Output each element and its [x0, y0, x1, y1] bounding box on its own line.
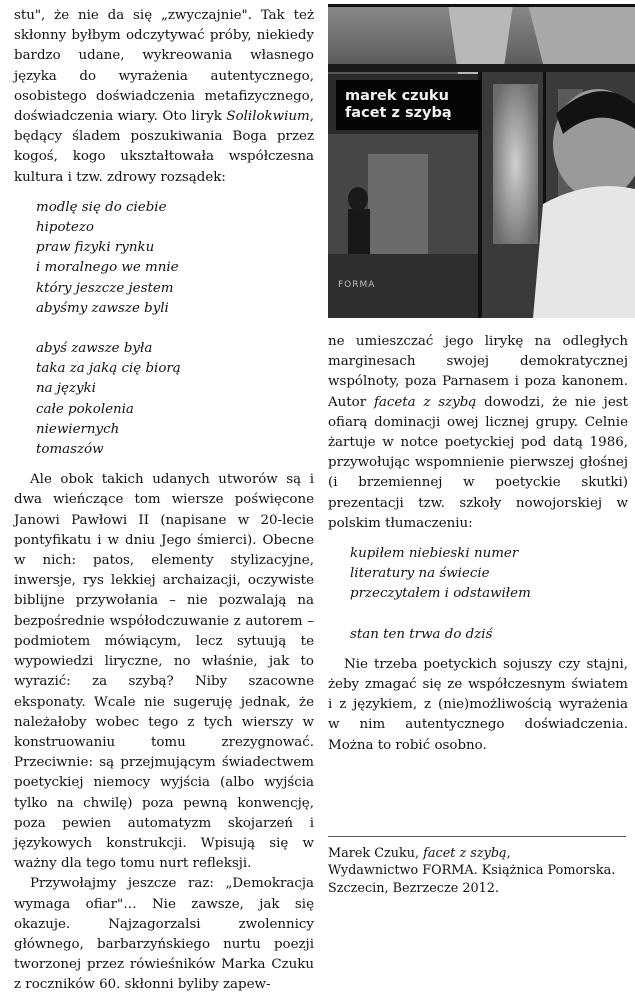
- verse-line: tomaszów: [36, 442, 104, 458]
- verse-line: kupiłem niebieski numer: [350, 546, 519, 562]
- verse-line: przeczytałem i odstawiłem: [350, 586, 531, 602]
- publisher-logo: FORMA: [338, 280, 376, 290]
- verse-line: abyśmy zawsze byli: [36, 300, 169, 316]
- bibliographic-note: Marek Czuku, facet z szybą, Wydawnictwo FORMA. Książnica Pomorska. Szczecin, Bezrzecze 2012.: [328, 846, 616, 896]
- paragraph-margins: ne umieszczać jego lirykę na odległych marginesach swojej demokratycznej wspólnoty, poza Parnasem i poza kanonem. Autor faceta z szybą dowodzi, że nie jest ofiarą dominacji owej licznej grupy. Celnie żartuje w notce poetyckiej pod datą 1986, przywołując wspomnienie pierwszej głośnej (i brzemiennej w poetyckie skutki) prezentacji tzw. szkoły nowojorskiej w polskim tłumaczeniu:: [328, 334, 628, 531]
- verse-line: i moralnego we mnie: [36, 260, 179, 276]
- verse-line: który jeszcze jestem: [36, 280, 174, 296]
- verse-line: stan ten trwa do dziś: [350, 626, 493, 642]
- verse-line: na języki: [36, 381, 96, 397]
- divider: [328, 836, 626, 837]
- book-cover: [328, 4, 635, 318]
- verse-line: hipotezo: [36, 220, 94, 236]
- paragraph-conclusion: Nie trzeba poetyckich sojuszy czy stajni, żeby zmagać się ze współczesnym światem i z językiem, z (nie)możliwością wyrażenia w nim autentycznego doświadczenia. Można to robić osobno.: [328, 656, 628, 753]
- poem-solilokwium: [36, 198, 314, 460]
- verse-line: literatury na świecie: [350, 566, 490, 582]
- verse-line: modlę się do ciebie: [36, 199, 167, 215]
- cover-title: marek czuku facet z szybą: [336, 80, 481, 130]
- verse-line: praw fizyki rynku: [36, 240, 155, 256]
- verse-line: całe pokolenia: [36, 401, 134, 417]
- paragraph-intro: stu", że nie da się „zwyczajnie". Tak też skłonny byłbym odczytywać próby, niekiedy bardzo udane, wykreowania własnego języka do wyrażenia autentycznego, osobistego doświadczenia metafizycznego, doświadczenia wiary. Oto liryk Solilokwium, będący śladem poszukiwania Boga przez kogoś, kogo ukształtowała współczesna kultura i tzw. zdrowy rozsądek:: [14, 8, 314, 185]
- paragraph-democracy: Przywołajmy jeszcze raz: „Demokracja wymaga ofiar"… Nie zawsze, jak się okazuje. Najzagorzalsi zwolennicy głównego, barbarzyńskiego nurtu poezji tworzonej przez rówieśników Marka Czuku z roczników 60. skłonni byliby zapew-: [14, 876, 314, 993]
- paragraph-john-paul: Ale obok takich udanych utworów są i dwa wieńczące tom wiersze poświęcone Janowi Pawłowi II (napisane w 20-lecie pontyfikatu i w dniu Jego śmierci). Obecne w nich: patos, elementy stylizacyjne, inwersje, rys lekkiej archaizacji, oczywiste biblijne przywołania – nie pozwalają na bezpośrednie współodczuwanie z autorem – podmiotem mówiącym, lecz sytuują te wypowiedzi liryczne, no właśnie, jak to wyrazić: za szybą? Niby szacowne eksponaty. Wcale nie sugeruję jednak, że należałoby wobec tego z tych wierszy w konstruowaniu tomu zrezygnować. Przeciwnie: są przejmującym świadectwem poetyckiej niemocy wyjścia (albo wyjścia tylko na chwilę) poza pewną konwencję, poza pewien automatyzm skojarzeń i językowych konstrukcji. Wpisują się w ważny dla tego tomu nurt refleksji.: [14, 472, 314, 872]
- verse-line: niewiernych: [36, 421, 120, 437]
- right-column: [328, 332, 628, 756]
- left-column: [14, 6, 314, 996]
- verse-line: abyś zawsze była: [36, 341, 153, 357]
- verse-line: taka za jaką cię biorą: [36, 361, 181, 377]
- poem-title: Solilokwium: [226, 109, 310, 125]
- cover-photo: [328, 4, 635, 318]
- poem-note-1986: [350, 544, 628, 645]
- book-title: faceta z szybą: [373, 394, 477, 410]
